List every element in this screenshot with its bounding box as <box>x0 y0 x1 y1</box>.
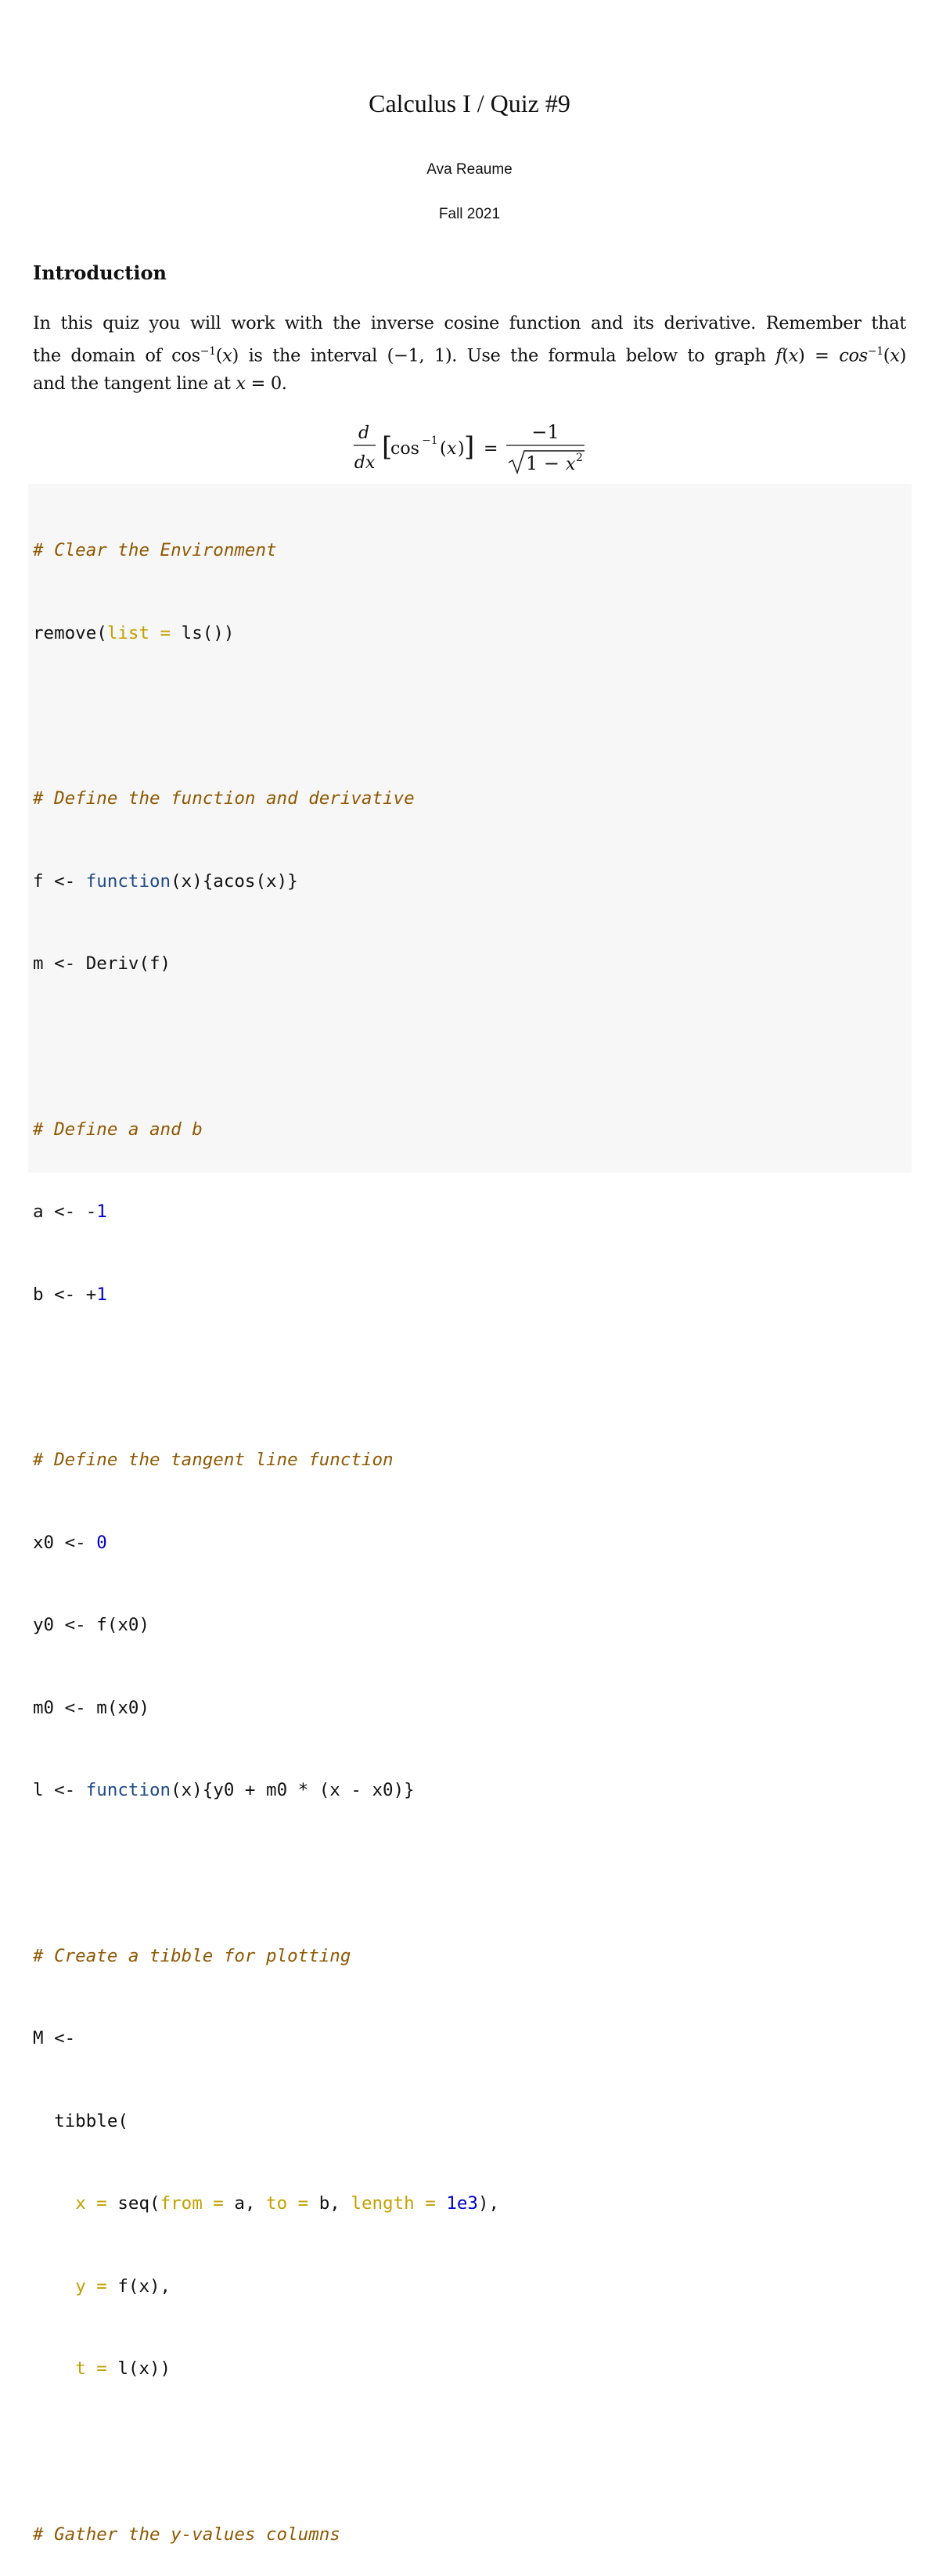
intro-text: ( <box>215 345 223 366</box>
code-line <box>33 2355 499 2383</box>
code-operator: <- <box>64 1697 86 1718</box>
section-heading-introduction: Introduction <box>33 261 167 284</box>
code-indent <box>33 2358 75 2379</box>
code-line-blank <box>33 703 499 730</box>
formula-x-squared: x <box>566 455 576 474</box>
code-argument: y <box>75 2275 86 2297</box>
code-line <box>33 1777 499 1804</box>
code-keyword: function <box>85 1780 171 1801</box>
code-line <box>33 1529 499 1557</box>
code-token: m <box>33 953 55 975</box>
code-operator: <- <box>54 1284 76 1305</box>
math-var: cos <box>839 345 868 366</box>
code-operator: <- <box>54 1202 76 1223</box>
code-token: seq( <box>117 2193 160 2214</box>
formula-exponent: 2 <box>576 452 583 464</box>
intro-text: ) <box>899 345 907 366</box>
code-token: = <box>414 2193 447 2214</box>
formula-superscript: −1 <box>422 434 438 447</box>
intro-line-1: In this quiz you will work with the inverse cosine function and its derivative. Remember that <box>33 313 906 333</box>
intro-text: the domain of cos <box>33 345 200 366</box>
code-line <box>33 1612 499 1639</box>
derivative-formula <box>344 420 595 482</box>
code-line <box>33 1695 499 1722</box>
superscript: −1 <box>200 344 216 358</box>
code-line <box>33 1447 499 1474</box>
code-operator: <- <box>64 1615 86 1636</box>
code-token: = <box>85 2275 118 2297</box>
code-token: = <box>149 623 182 643</box>
code-token: - <box>75 1202 97 1223</box>
code-token: y0 <box>33 1615 65 1636</box>
code-comment: # Gather the y-values columns <box>33 2524 340 2545</box>
document-date: Fall 2021 <box>438 206 501 222</box>
code-token: m0 <box>33 1697 65 1718</box>
code-operator: <- <box>54 953 76 975</box>
code-token <box>75 871 86 892</box>
formula-equals: = <box>484 439 498 459</box>
code-token: = <box>85 2358 118 2380</box>
code-token: f(x), <box>117 2275 171 2297</box>
intro-text: ) is the interval (−1, 1). Use the formula below to graph <box>232 345 776 366</box>
code-number: 1 <box>96 1202 107 1223</box>
formula-paren-close: ) <box>458 439 465 459</box>
intro-line-3 <box>33 370 906 398</box>
intro-text: ) = <box>798 345 840 366</box>
code-token: b, <box>318 2193 351 2214</box>
code-argument: length <box>351 2193 415 2214</box>
code-line <box>33 2521 499 2549</box>
bracket-right: ] <box>464 431 475 463</box>
document-author: Ava Reaume <box>426 161 513 178</box>
code-line <box>33 1198 499 1226</box>
code-token: m(x0) <box>85 1697 150 1718</box>
code-line <box>33 1943 499 1970</box>
code-line <box>33 2108 499 2135</box>
code-token: remove( <box>33 623 107 643</box>
formula-numerator: −1 <box>531 421 559 443</box>
document-title: Calculus I / Quiz #9 <box>369 89 570 117</box>
superscript: −1 <box>867 344 883 358</box>
code-line <box>33 2273 499 2300</box>
code-content <box>33 482 499 2576</box>
code-line <box>33 1116 499 1144</box>
code-line <box>33 950 499 978</box>
code-line <box>33 2025 499 2052</box>
intro-paragraph <box>33 310 906 398</box>
code-line-blank <box>33 2438 499 2466</box>
code-line <box>33 537 499 564</box>
code-comment: # Define a and b <box>33 1119 203 1140</box>
code-keyword: function <box>85 870 171 892</box>
code-token: ), <box>477 2193 500 2214</box>
math-var: x <box>222 345 232 366</box>
math-var: x <box>236 373 246 394</box>
code-token: l(x)) <box>117 2358 171 2380</box>
code-number: 1e3 <box>446 2193 478 2214</box>
code-operator: <- <box>64 1532 86 1553</box>
code-token: a, <box>234 2193 267 2214</box>
code-argument: t <box>75 2358 86 2380</box>
code-operator: <- <box>54 1780 76 1801</box>
code-token: l <box>33 1780 55 1801</box>
bracket-left: [ <box>382 431 393 463</box>
code-line <box>33 1281 499 1309</box>
code-comment: # Define the function and derivative <box>33 788 415 809</box>
code-comment: # Create a tibble for plotting <box>33 1945 351 1966</box>
math-var: x <box>890 345 900 366</box>
intro-text: ( <box>782 345 789 366</box>
code-token: a <box>33 1202 55 1223</box>
code-token: = <box>85 2193 118 2214</box>
code-token: = <box>202 2193 235 2214</box>
code-token: + <box>75 1284 97 1305</box>
code-line <box>33 868 499 895</box>
code-operator: <- <box>54 870 76 892</box>
code-token: f <box>33 870 55 892</box>
intro-text: = 0. <box>245 373 287 394</box>
code-indent <box>33 2193 75 2214</box>
code-line-blank <box>33 1033 499 1061</box>
code-line-blank <box>33 1364 499 1391</box>
code-token: ls()) <box>181 623 235 643</box>
formula-x: x <box>447 439 457 459</box>
code-argument: to <box>266 2193 288 2214</box>
code-token: b <box>33 1284 55 1305</box>
code-line <box>33 2190 499 2218</box>
code-comment: # Define the tangent line function <box>33 1449 394 1470</box>
code-operator: <- <box>54 2028 76 2049</box>
intro-text: and the tangent line at <box>33 373 236 394</box>
code-token: Deriv(f) <box>75 953 171 975</box>
code-comment: # Clear the Environment <box>33 540 277 561</box>
code-argument: x <box>75 2193 86 2214</box>
math-var: x <box>788 345 798 366</box>
code-indent <box>33 2276 75 2297</box>
code-number: 0 <box>96 1532 107 1553</box>
code-token: (x){y0 + m0 * (x - x0)} <box>171 1780 415 1801</box>
intro-line-2 <box>33 338 906 370</box>
formula-cos: cos <box>390 439 419 459</box>
code-line <box>33 785 499 812</box>
code-token: M <box>33 2028 55 2049</box>
formula-dx: dx <box>354 453 376 473</box>
code-token: x0 <box>33 1532 65 1553</box>
code-line <box>33 620 499 647</box>
formula-paren-open: ( <box>440 439 447 459</box>
code-token: (x){acos(x)} <box>171 870 298 892</box>
code-token: tibble( <box>33 2110 128 2131</box>
intro-text: ( <box>883 345 890 366</box>
code-token <box>75 1780 86 1800</box>
code-line-blank <box>33 1860 499 1887</box>
code-token <box>86 1533 97 1553</box>
formula-d: d <box>358 423 370 443</box>
code-token: = <box>287 2193 319 2214</box>
math-var: f <box>775 345 782 366</box>
code-token: f(x0) <box>85 1615 150 1636</box>
formula-one-minus: 1 − <box>526 452 560 474</box>
code-argument: list <box>106 623 150 643</box>
code-number: 1 <box>96 1284 107 1305</box>
code-argument: from <box>160 2193 203 2214</box>
